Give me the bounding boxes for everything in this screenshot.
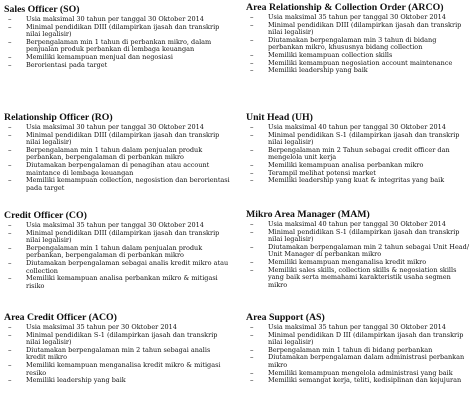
- list-item: [4, 377, 232, 385]
- section-area-credit-officer: [4, 312, 232, 385]
- bullet-icon: –: [250, 376, 254, 385]
- list-item: [246, 244, 472, 259]
- item-text: Minimal pendidikan DIII (dilampirkan ijasah dan transkrip nilai legalisir): [26, 22, 220, 39]
- list-item: [4, 24, 232, 39]
- section-arco: [246, 2, 472, 75]
- bullet-icon: –: [8, 123, 12, 131]
- bullet-icon: –: [8, 160, 12, 169]
- bullet-icon: –: [8, 330, 12, 339]
- list-item: [4, 245, 232, 260]
- list-item: [4, 362, 232, 377]
- item-text: Berpengalaman min 1 tahun di perbankan mikro, dalam penjualan produk perbankan di lembaga keuangan: [26, 37, 212, 54]
- item-text: Memiliki kemampuan analisa perbankan mikro & mitigasi risiko: [26, 274, 218, 290]
- bullet-icon: –: [250, 123, 254, 131]
- list-item: [4, 132, 232, 147]
- bullet-icon: –: [8, 52, 12, 61]
- section-sales-officer: [4, 4, 232, 69]
- item-text: Berpengalaman min 2 Tahun sebagai credit officer dan mengelola unit kerja: [268, 145, 450, 162]
- list-item: [246, 354, 472, 369]
- bullet-icon: –: [250, 265, 254, 274]
- list-item: [246, 177, 472, 185]
- list-item: [246, 267, 472, 290]
- bullet-icon: –: [250, 168, 254, 177]
- bullet-icon: –: [250, 227, 254, 236]
- item-text: Diutamakan berpengalaman min 2 tahun sebagai analis kredit mikro: [26, 345, 211, 362]
- list-item: [4, 347, 232, 362]
- requirement-list: [4, 324, 232, 385]
- bullet-icon: –: [8, 60, 12, 69]
- item-text: Usia maksimal 40 tahun per tanggal 30 Oktober 2014: [268, 220, 446, 228]
- item-text: Memiliki leadership yang baik: [268, 66, 368, 75]
- item-text: Memiliki kemampuan menganalisa kredit mikro & mitigasi resiko: [26, 360, 221, 377]
- bullet-icon: –: [8, 37, 12, 46]
- list-item: [4, 147, 232, 162]
- list-item: [4, 275, 232, 290]
- bullet-icon: –: [8, 221, 12, 229]
- item-text: Memiliki kemampuan collection skills: [268, 50, 393, 59]
- list-item: [4, 230, 232, 245]
- bullet-icon: –: [8, 22, 12, 31]
- item-text: Minimal pendidikan DIII (dilampirkan ijasah dan transkrip nilai legalisir): [26, 130, 220, 147]
- bullet-icon: –: [8, 228, 12, 237]
- item-text: Minimal pendidikan S-1 (dilampirkan ijasah dan transkrip nilai legalisir): [268, 227, 460, 244]
- bullet-icon: –: [250, 257, 254, 266]
- list-item: [246, 377, 472, 385]
- bullet-icon: –: [250, 368, 254, 377]
- bullet-icon: –: [8, 323, 12, 331]
- bullet-icon: –: [250, 13, 254, 21]
- item-text: Minimal pendidikan S-1 (dilampirkan ijasah dan transkrip nilai legalisir): [26, 330, 218, 347]
- bullet-icon: –: [250, 330, 254, 339]
- requirement-list: [4, 124, 232, 192]
- bullet-icon: –: [8, 360, 12, 369]
- item-text: Memiliki kemampuan mengelola administrasi yang baik: [268, 368, 453, 377]
- item-text: Berpengalaman min 1 tahun dalam penjualan produk perbankan, berpengalaman di perbankan mikro: [26, 145, 203, 162]
- section-title: Relationship Officer (RO): [4, 112, 113, 123]
- bullet-icon: –: [8, 176, 12, 185]
- list-item: [246, 229, 472, 244]
- bullet-icon: –: [250, 242, 254, 251]
- list-item: [246, 132, 472, 147]
- item-text: Diutamakan berpengalaman sebagai analis kredit mikro atau collection: [26, 258, 229, 275]
- bullet-icon: –: [250, 323, 254, 331]
- list-item: [4, 162, 232, 177]
- requirement-list: [4, 222, 232, 290]
- item-text: Usia maksimal 30 tahun per tanggal 30 Oktober 2014: [26, 15, 204, 23]
- list-item: [246, 67, 472, 75]
- item-text: Minimal pendidikan DIII (dilampirkan ijasah dan transkrip nilai legalisir): [26, 228, 220, 245]
- item-text: Minimal pendidikan D III (dilampirkan ijasah dan transkrip nilai legalisir): [268, 330, 464, 347]
- item-text: Memiliki kemampuan collection, negosistion dan berorientasi pada target: [26, 176, 230, 192]
- item-text: Memiliki sales skills, collection skills & negosiation skills yang baik serta memahami karakteristik usaha segmen mikro: [268, 265, 457, 289]
- requirement-list: [4, 16, 232, 69]
- bullet-icon: –: [8, 243, 12, 252]
- list-item: [246, 147, 472, 162]
- section-title: Credit Officer (CO): [4, 210, 87, 221]
- item-text: Memiliki kemampuan menjual dan negosiasi: [26, 52, 173, 61]
- item-text: Minimal pendidikan S-1 (dilampirkan ijasah dan transkrip nilai legalisir): [268, 130, 460, 147]
- item-text: Memiliki kemampuan analisa perbankan mikro: [268, 160, 424, 169]
- section-title: Area Relationship & Collection Order (ARCO): [246, 2, 444, 13]
- list-item: [246, 22, 472, 37]
- list-item: [4, 260, 232, 275]
- section-title: Mikro Area Manager (MAM): [246, 209, 370, 220]
- item-text: Berorientasi pada target: [26, 60, 108, 69]
- bullet-icon: –: [8, 15, 12, 23]
- section-title: Unit Head (UH): [246, 112, 313, 123]
- list-item: [4, 62, 232, 70]
- bullet-icon: –: [8, 345, 12, 354]
- item-text: Diutamakan berpengalaman di penagihan atau account maintance di lembaga keuangan: [26, 160, 210, 177]
- item-text: Usia maksimal 35 tahun per tanggal 30 Oktober 2014: [268, 13, 446, 21]
- item-text: Usia maksimal 35 tahun per tanggal 30 Oktober 2014: [268, 323, 446, 331]
- bullet-icon: –: [250, 160, 254, 169]
- section-unit-head: [246, 112, 472, 185]
- bullet-icon: –: [8, 274, 12, 283]
- bullet-icon: –: [250, 345, 254, 354]
- item-text: Memiliki leadership yang kuat & integritas yang baik: [268, 176, 445, 185]
- bullet-icon: –: [8, 130, 12, 139]
- item-text: Berpengalaman min 1 tahun dalam penjualan produk perbankan, berpengalaman di perbankan mikro: [26, 243, 203, 260]
- section-credit-officer: [4, 210, 232, 290]
- bullet-icon: –: [250, 66, 254, 75]
- requirement-list: [246, 221, 472, 289]
- bullet-icon: –: [250, 130, 254, 139]
- item-text: Berpengalaman min 1 tahun di bidang perbankan: [268, 345, 433, 354]
- section-title: Area Credit Officer (ACO): [4, 312, 117, 323]
- item-text: Minimal pendidikan DIII (dilampirkan ijasah dan transkrip nilai legalisir): [268, 20, 462, 37]
- requirement-list: [246, 14, 472, 75]
- item-text: Usia maksimal 30 tahun per tanggal 30 Oktober 2014: [26, 123, 204, 131]
- item-text: Memiliki kemampuan menganalisa kredit mikro: [268, 257, 427, 266]
- section-title: Sales Officer (SO): [4, 4, 80, 15]
- item-text: Diutamakan berpengalaman dalam administrasi perbankan mikro: [268, 353, 465, 369]
- item-text: Memiliki semangat kerja, teliti, kedisiplinan dan kejujuran: [268, 376, 462, 385]
- bullet-icon: –: [8, 145, 12, 154]
- item-text: Usia maksimal 40 tahun per tanggal 30 Oktober 2014: [268, 123, 446, 131]
- bullet-icon: –: [8, 376, 12, 385]
- item-text: Diutamakan berpengalaman min 2 tahun sebagai Unit Head/ Unit Manager di perbankan mikro: [268, 242, 470, 259]
- item-text: Diutamakan berpengalaman min 3 tahun di bidang perbankan mikro, khususnya bidang collection: [268, 35, 437, 52]
- item-text: Memiliki leadership yang baik: [26, 376, 126, 385]
- bullet-icon: –: [250, 20, 254, 29]
- item-text: Memiliki kemampuan negosiation account maintenance: [268, 58, 453, 67]
- item-text: Usia maksimal 35 tahun per 30 Oktober 2014: [26, 323, 177, 331]
- bullet-icon: –: [250, 35, 254, 44]
- item-text: Usia maksimal 35 tahun per tanggal 30 Oktober 2014: [26, 221, 204, 229]
- bullet-icon: –: [250, 353, 254, 362]
- list-item: [246, 37, 472, 52]
- bullet-icon: –: [250, 220, 254, 228]
- bullet-icon: –: [250, 58, 254, 67]
- bullet-icon: –: [8, 258, 12, 267]
- list-item: [4, 332, 232, 347]
- list-item: [4, 177, 232, 192]
- section-area-support: [246, 312, 472, 385]
- requirement-list: [246, 324, 472, 385]
- requirement-list: [246, 124, 472, 185]
- section-title: Area Support (AS): [246, 312, 325, 323]
- bullet-icon: –: [250, 145, 254, 154]
- list-item: [4, 39, 232, 54]
- item-text: Terampil melihat potensi market: [268, 168, 376, 177]
- bullet-icon: –: [250, 176, 254, 185]
- list-item: [246, 332, 472, 347]
- bullet-icon: –: [250, 50, 254, 59]
- section-mikro-area-manager: [246, 209, 472, 289]
- section-relationship-officer: [4, 112, 232, 192]
